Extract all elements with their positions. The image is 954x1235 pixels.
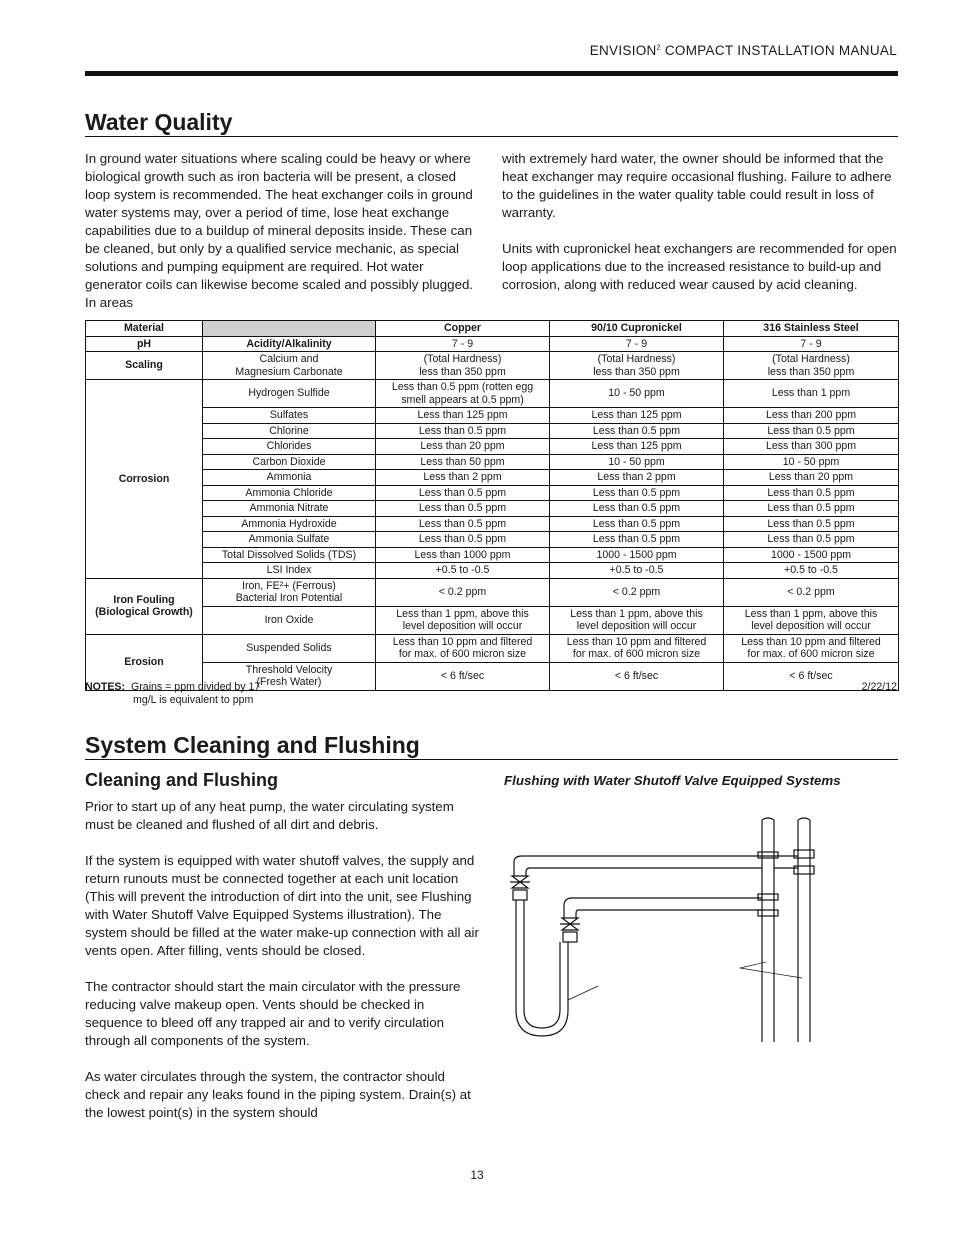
table-date: 2/22/12 xyxy=(861,681,897,693)
wq-paragraph-3: Units with cupronickel heat exchangers are recommended for open loop applications due to the increased resistance to build-up and corrosion, along with reduced wear caused by acid cleaning. xyxy=(502,241,897,292)
page-number: 13 xyxy=(470,1168,484,1182)
table-row: Iron Oxide Less than 1 ppm, above this level deposition will occur Less than 1 ppm, above this level deposition will occur Less than 1 ppm, above this level deposition will occur xyxy=(86,606,899,634)
table-row: Ammonia Sulfate Less than 0.5 ppm Less than 0.5 ppm Less than 0.5 ppm xyxy=(86,532,899,548)
table-row: Threshold Velocity (Fresh Water) < 6 ft/sec < 6 ft/sec < 6 ft/sec xyxy=(86,662,899,690)
header-blank xyxy=(203,321,376,337)
figure-caption: Flushing with Water Shutoff Valve Equipped Systems xyxy=(504,773,841,788)
table-row: Chlorine Less than 0.5 ppm Less than 0.5 ppm Less than 0.5 ppm xyxy=(86,423,899,439)
table-row: Ammonia Chloride Less than 0.5 ppm Less than 0.5 ppm Less than 0.5 ppm xyxy=(86,485,899,501)
manual-title: ENVISION$^2$ COMPACT INSTALLATION MANUAL xyxy=(589,43,897,58)
table-row: Sulfates Less than 125 ppm Less than 125 ppm Less than 200 ppm xyxy=(86,408,899,424)
header-copper: Copper xyxy=(376,321,550,337)
water-quality-table xyxy=(85,320,899,691)
water-quality-col-left xyxy=(85,150,480,330)
table-row: Carbon Dioxide Less than 50 ppm 10 - 50 ppm 10 - 50 ppm xyxy=(86,454,899,470)
flushing-diagram xyxy=(500,810,830,1050)
cleaning-subtitle: Cleaning and Flushing xyxy=(85,770,278,790)
table-row: Chlorides Less than 20 ppm Less than 125 ppm Less than 300 ppm xyxy=(86,439,899,455)
header-material: Material xyxy=(86,321,203,337)
water-quality-title: Water Quality xyxy=(85,108,898,137)
table-row: Total Dissolved Solids (TDS) Less than 1000 ppm 1000 - 1500 ppm 1000 - 1500 ppm xyxy=(86,547,899,563)
corrosion-label: Corrosion xyxy=(86,380,203,579)
iron-fouling-label: Iron Fouling (Biological Growth) xyxy=(86,578,203,634)
header-stainless: 316 Stainless Steel xyxy=(724,321,899,337)
wq-paragraph-2: with extremely hard water, the owner should be informed that the heat exchanger may require occasional flushing. Failure to adhere to the guidelines in the water quality table could result in loss of warranty. xyxy=(502,151,892,220)
table-notes: NOTES: Grains = ppm divided by 17 mg/L is equivalent to ppm xyxy=(85,681,261,706)
table-row: Iron Fouling (Biological Growth) Iron, FE²+ (Ferrous) Bacterial Iron Potential < 0.2 ppm < 0.2 ppm < 0.2 ppm xyxy=(86,578,899,606)
erosion-label: Erosion xyxy=(86,634,203,690)
table-row: Ammonia Nitrate Less than 0.5 ppm Less than 0.5 ppm Less than 0.5 ppm xyxy=(86,501,899,517)
table-row: pH Acidity/Alkalinity 7 - 9 7 - 9 7 - 9 xyxy=(86,336,899,352)
table-row: Scaling Calcium and Magnesium Carbonate (Total Hardness) less than 350 ppm (Total Hardness) less than 350 ppm (Total Hardness) less than 350 ppm xyxy=(86,352,899,380)
table-row: Ammonia Hydroxide Less than 0.5 ppm Less than 0.5 ppm Less than 0.5 ppm xyxy=(86,516,899,532)
header-cupronickel: 90/10 Cupronickel xyxy=(550,321,724,337)
table-header-row xyxy=(86,321,899,337)
wq-paragraph-1: In ground water situations where scaling could be heavy or where biological growth such as iron bacteria will be present, a closed loop system is recommended. The heat exchanger coils in ground water systems may, over a period of time, lose heat exchange capabilities due to a buildup of mineral deposits inside. These can be cleaned, but only by a qualified service mechanic, as special solutions and pumping equipment are required. Hot water generator coils can likewise become scaled and possibly plugged. In areas xyxy=(85,151,474,310)
header-rule xyxy=(85,71,898,76)
water-quality-col-right xyxy=(502,150,898,312)
table-row: Corrosion Hydrogen Sulfide Less than 0.5 ppm (rotten egg smell appears at 0.5 ppm) 10 - 50 ppm Less than 1 ppm xyxy=(86,380,899,408)
table-row: Erosion Suspended Solids Less than 10 ppm and filtered for max. of 600 micron size Less than 10 ppm and filtered for max. of 600 micron size Less than 10 ppm and filtered for max. of 600 micron size xyxy=(86,634,899,662)
system-cleaning-title: System Cleaning and Flushing xyxy=(85,731,898,760)
table-row: LSI Index +0.5 to -0.5 +0.5 to -0.5 +0.5 to -0.5 xyxy=(86,563,899,579)
table-row: Ammonia Less than 2 ppm Less than 2 ppm Less than 20 ppm xyxy=(86,470,899,486)
cleaning-column: Prior to start up of any heat pump, the water circulating system must be cleaned and flushed of all dirt and debris. If the system is equipped with water shutoff valves, the supply and return runouts must be connected together at each unit location (This will prevent the introduction of dirt into the unit, see Flushing with Water Shutoff Valve Equipped Systems illustration). The system should be filled at the water make-up connection with all air vents open. After filling, vents should be closed. The contractor should start the main circulator with the pressure reducing valve makeup open. Vents should be checked in sequence to bleed off any trapped air and to verify circulation through all components of the system. As water circulates through the system, the contractor should check and repair any leaks found in the piping system. Drain(s) at the lowest point(s) in the system should xyxy=(85,799,479,1120)
